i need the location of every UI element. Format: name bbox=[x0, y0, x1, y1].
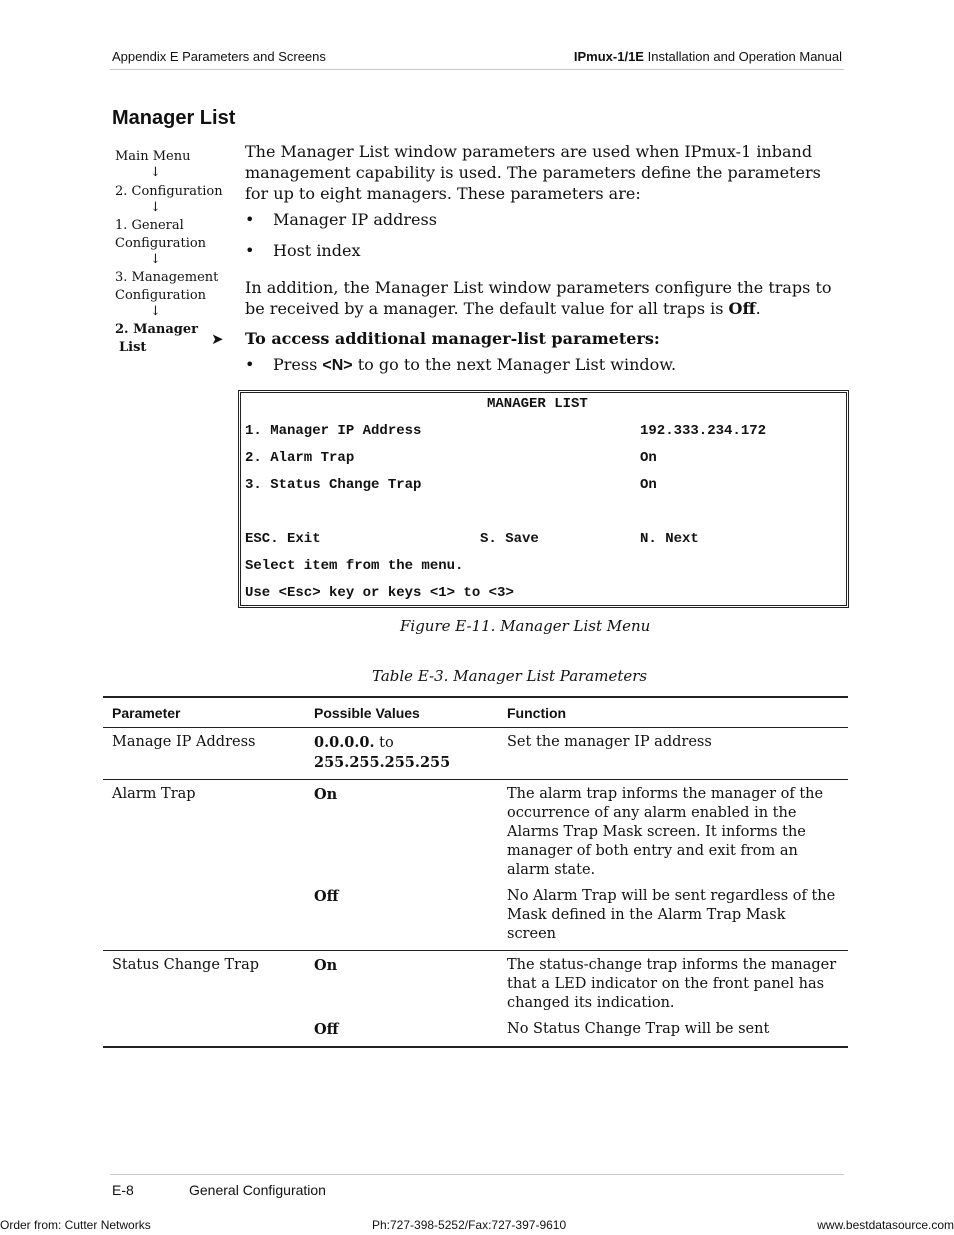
cell-function: The status-change trap informs the manager that a LED indicator on the front panel has changed its indication. bbox=[507, 957, 837, 1011]
page-number: E-8 bbox=[112, 1182, 134, 1198]
screen-value-alarm-trap: On bbox=[640, 450, 657, 466]
procedure-heading: To access additional manager-list parameters: bbox=[245, 329, 660, 348]
cell-param: Status Change Trap bbox=[112, 957, 260, 973]
order-website: www.bestdatasource.com bbox=[817, 1218, 954, 1232]
value-off: Off bbox=[314, 1021, 339, 1038]
screen-item-alarm-trap: 2. Alarm Trap bbox=[245, 450, 355, 466]
bullet-dot: • bbox=[245, 241, 255, 260]
press-text-end: to go to the next Manager List window. bbox=[352, 355, 677, 374]
screen-prompt: Select item from the menu. bbox=[245, 558, 464, 574]
cell-function: Set the manager IP address bbox=[498, 728, 848, 780]
nav-current-manager: 2. Manager bbox=[115, 322, 198, 337]
header-rule bbox=[110, 69, 844, 70]
nav-down-arrow: ↓ bbox=[150, 200, 161, 215]
value-to-word: to bbox=[374, 735, 394, 751]
cell-param: Alarm Trap bbox=[112, 786, 196, 802]
screen-save-command: S. Save bbox=[480, 531, 539, 547]
screen-hint: Use <Esc> key or keys <1> to <3> bbox=[245, 585, 514, 601]
cell-param: Manage IP Address bbox=[103, 728, 305, 780]
cell-values bbox=[305, 951, 498, 1016]
cell-function: No Alarm Trap will be sent regardless of the Mask defined in the Alarm Trap Mask screen bbox=[498, 882, 848, 951]
traps-end: . bbox=[755, 299, 761, 318]
cell-values bbox=[305, 728, 498, 780]
nav-management: 3. Management bbox=[115, 270, 219, 285]
cell-values bbox=[305, 882, 498, 951]
screen-title: MANAGER LIST bbox=[487, 396, 588, 412]
header-manual: Installation and Operation Manual bbox=[643, 49, 842, 64]
page-title: Manager List bbox=[112, 107, 236, 129]
traps-text: In addition, the Manager List window parameters configure the traps to be received by a manager. The default value for all traps is bbox=[245, 278, 832, 318]
cell-param-empty bbox=[103, 882, 305, 951]
screen-exit-command: ESC. Exit bbox=[245, 531, 321, 547]
bullet-host-index: Host index bbox=[273, 241, 361, 260]
header-product: IPmux-1/1E bbox=[573, 49, 644, 64]
cell-function: The alarm trap informs the manager of the occurrence of any alarm enabled in the Alarms Trap Mask screen. It informs the manager of both entry and exit from an alarm state. bbox=[507, 786, 824, 878]
screen-item-status-trap: 3. Status Change Trap bbox=[245, 477, 422, 493]
bullet-manager-ip: Manager IP address bbox=[273, 210, 437, 229]
intro-paragraph: The Manager List window parameters are used when IPmux-1 inband management capability is used. The parameters define the parameters for up to eight managers. These parameters are: bbox=[245, 142, 821, 203]
press-text: Press bbox=[273, 355, 323, 374]
table-row bbox=[103, 780, 848, 883]
cell-values bbox=[305, 780, 498, 883]
bullet-dot: • bbox=[245, 355, 255, 374]
order-phone: Ph:727-398-5252/Fax:727-397-9610 bbox=[372, 1218, 567, 1232]
order-source: Order from: Cutter Networks bbox=[0, 1218, 151, 1232]
bullet-dot: • bbox=[245, 210, 255, 229]
nav-down-arrow: ↓ bbox=[150, 165, 161, 180]
cell-param-empty bbox=[103, 1015, 305, 1047]
nav-general-configuration: Configuration bbox=[115, 236, 207, 251]
header-right bbox=[574, 49, 842, 64]
cell-function: No Status Change Trap will be sent bbox=[498, 1015, 848, 1047]
traps-paragraph bbox=[245, 277, 845, 319]
nav-management-configuration: Configuration bbox=[115, 288, 207, 303]
nav-general: 1. General bbox=[115, 218, 184, 233]
nav-configuration: 2. Configuration bbox=[115, 184, 223, 199]
procedure-pointer-icon: ➤ bbox=[211, 330, 224, 348]
value-on: On bbox=[314, 957, 338, 974]
table-header-row bbox=[103, 697, 848, 728]
screen-next-command: N. Next bbox=[640, 531, 699, 547]
press-key: <N> bbox=[322, 357, 353, 374]
screen-value-manager-ip: 192.333.234.172 bbox=[640, 423, 767, 439]
header-parameter: Parameter bbox=[103, 697, 305, 728]
table-row bbox=[103, 951, 848, 1016]
manager-list-screen bbox=[238, 390, 849, 608]
table-row bbox=[103, 728, 848, 780]
nav-current-list: List bbox=[119, 340, 147, 355]
parameters-table bbox=[103, 696, 848, 1048]
nav-main-menu: Main Menu bbox=[115, 149, 191, 164]
screen-item-manager-ip: 1. Manager IP Address bbox=[245, 423, 422, 439]
figure-caption: Figure E-11. Manager List Menu bbox=[400, 617, 651, 635]
value-from: 0.0.0.0. bbox=[314, 734, 375, 751]
header-possible-values: Possible Values bbox=[305, 697, 498, 728]
header-function: Function bbox=[498, 697, 848, 728]
table-row bbox=[103, 882, 848, 951]
header-left: Appendix E Parameters and Screens bbox=[112, 49, 326, 64]
table-caption: Table E-3. Manager List Parameters bbox=[372, 667, 648, 685]
footer-section: General Configuration bbox=[189, 1182, 326, 1198]
screen-value-status-trap: On bbox=[640, 477, 657, 493]
table-row bbox=[103, 1015, 848, 1047]
traps-default-value: Off bbox=[728, 299, 756, 318]
press-instruction bbox=[273, 355, 676, 375]
value-to: 255.255.255.255 bbox=[314, 754, 451, 771]
cell-values bbox=[305, 1015, 498, 1047]
value-off: Off bbox=[314, 888, 339, 905]
nav-down-arrow: ↓ bbox=[150, 252, 161, 267]
value-on: On bbox=[314, 786, 338, 803]
nav-down-arrow: ↓ bbox=[150, 304, 161, 319]
footer-rule bbox=[110, 1174, 844, 1175]
